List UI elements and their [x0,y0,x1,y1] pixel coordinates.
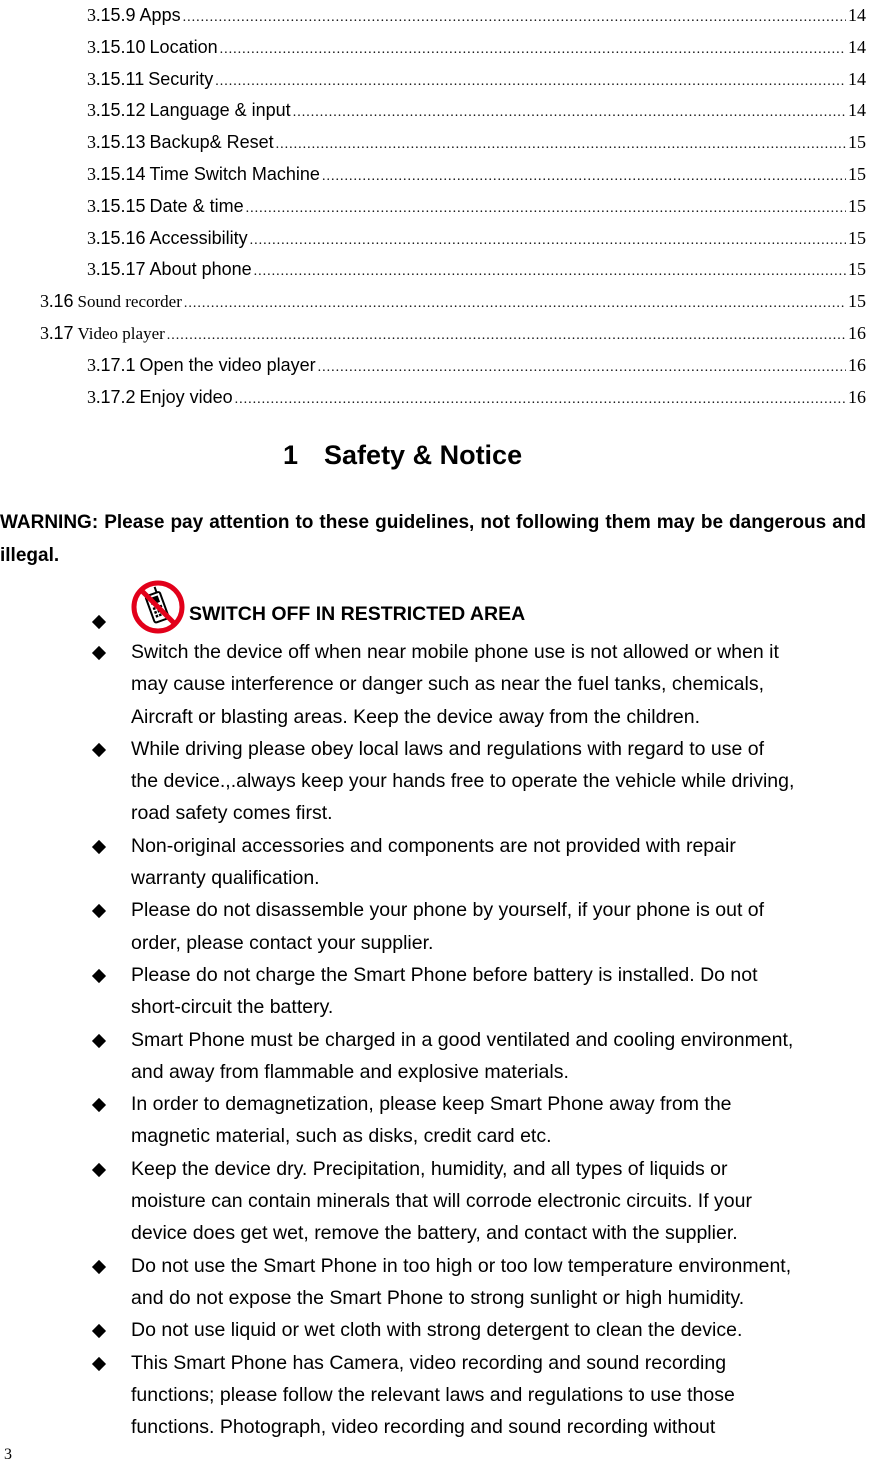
toc-dot-leader [184,288,846,319]
page-number: 3 [4,1446,12,1463]
toc-entry-number: 3.15.11 [87,68,145,89]
diamond-bullet-icon [92,1098,106,1112]
diamond-bullet-icon [92,904,106,918]
toc-entry[interactable] [87,32,866,63]
toc-entry-title: Enjoy video [139,386,233,407]
diamond-bullet-icon [92,1324,106,1338]
toc-entry-number: 3.17 [40,323,74,343]
toc-entry-title: Open the video player [139,354,316,375]
diamond-bullet-icon [92,615,106,629]
section-title: Safety & Notice [324,440,523,470]
warning-paragraph: WARNING: Please pay attention to these guidelines, not following them may be dangerous and illegal. [0,512,866,566]
toc-entry-title: Location [149,36,218,57]
toc-dot-leader [254,256,846,287]
toc-entry-title: Language & input [149,100,291,121]
bullet-text-line: Do not use the Smart Phone in too high or too low temperature environment, [131,1254,792,1277]
toc-entry-number: 3.15.13 [87,132,146,153]
toc-entry-number: 3.15.14 [87,164,146,184]
toc-entry-page: 14 [848,68,866,89]
bullet-text-line: functions; please follow the relevant laws and regulations to use those [131,1383,735,1406]
toc-entry-number: 3.17.1 [87,354,136,375]
section-number: 1 [283,440,299,470]
toc-entry[interactable] [87,159,866,190]
toc-entry-page: 15 [848,291,866,312]
bullet-text-line: Switch the device off when near mobile phone use is not allowed or when it [131,641,779,663]
toc-entry[interactable] [40,318,866,349]
toc-entry-title: Apps [139,5,181,25]
toc-dot-leader [322,161,846,192]
bullet-text-line: Aircraft or blasting areas. Keep the device away from the children. [131,705,701,728]
bullet-text-line: While driving please obey local laws and regulations with regard to use of [131,737,765,760]
toc-entry-page: 16 [848,386,866,407]
toc-entry[interactable] [87,223,866,254]
diamond-bullet-icon [92,1034,106,1048]
bullet-text-line: and away from flammable and explosive materials. [131,1060,569,1083]
toc-dot-leader [246,193,846,224]
toc-entry-number: 3.15.12 [87,100,146,121]
bullet-text-line: Please do not disassemble your phone by yourself, if your phone is out of [131,899,765,922]
toc-entry-title: Video player [77,324,165,343]
toc-entry-number: 3.15.17 [87,259,146,280]
bullet-text-line: short-circuit the battery. [131,996,334,1019]
bullet-text-line: In order to demagnetization, please keep Smart Phone away from the [131,1093,732,1116]
toc-entry-number: 3.15.16 [87,227,146,248]
toc-entry[interactable] [87,64,866,95]
toc-entry-page: 15 [848,164,866,184]
toc-entry[interactable] [40,286,866,317]
toc-entry[interactable] [87,127,866,158]
toc-entry-number: 3.17.2 [87,386,136,407]
toc-entry[interactable] [87,191,866,222]
toc-entry[interactable] [87,254,866,285]
toc-entry-number: 3.15.15 [87,195,146,216]
bullet-text-line: Smart Phone must be charged in a good ventilated and cooling environment, [131,1028,794,1051]
toc-entry-title: Time Switch Machine [149,164,320,184]
toc-entry-page: 14 [848,100,866,121]
toc-dot-leader [215,66,846,97]
bullet-text-line: Non-original accessories and components are not provided with repair [131,834,736,857]
toc-dot-leader [276,129,846,160]
toc-dot-leader [220,34,846,65]
bullet-text-line: the device.,.always keep your hands free to operate the vehicle while driving, [131,770,795,793]
toc-entry-title: Sound recorder [77,292,182,312]
bullet-text-line: Do not use liquid or wet cloth with strong detergent to clean the device. [131,1319,743,1342]
bullet-text-line: This Smart Phone has Camera, video recording and sound recording [131,1351,727,1374]
toc-entry[interactable] [87,350,866,381]
toc-entry-title: Date & time [149,195,244,216]
toc-entry-page: 15 [848,195,866,216]
diamond-bullet-icon [92,1357,106,1371]
bullet-text-line: functions. Photograph, video recording and sound recording without [131,1416,716,1439]
toc-entry-number: 3.16 [40,291,74,312]
toc-entry[interactable] [87,95,866,126]
toc-entry-title: Security [148,68,214,89]
bullet-text-line: device does get wet, remove the battery, and contact with the supplier. [131,1222,738,1245]
bullet-text-line: and do not expose the Smart Phone to strong sunlight or high humidity. [131,1286,745,1309]
bullet-text-line: road safety comes first. [131,802,333,825]
toc-dot-leader [250,225,846,256]
diamond-bullet-icon [92,646,106,660]
toc-entry-page: 15 [848,227,866,248]
toc-entry-page: 16 [848,323,866,343]
toc-entry[interactable] [87,382,866,413]
toc-entry-title: Accessibility [149,227,248,248]
toc-dot-leader [167,320,846,351]
bullet-text-line: warranty qualification. [131,867,320,890]
toc-entry-title: About phone [149,259,252,280]
toc-entry-title: Backup& Reset [149,132,274,153]
toc-dot-leader [183,2,846,33]
toc-entry-page: 15 [848,132,866,153]
bullet-text-line: may cause interference or danger such as near the fuel tanks, chemicals, [131,673,764,696]
toc-entry-number: 3.15.9 [87,5,136,25]
diamond-bullet-icon [92,969,106,983]
diamond-bullet-icon [92,840,106,854]
toc-dot-leader [235,384,846,415]
toc-dot-leader [293,97,846,128]
restricted-area-heading-text: SWITCH OFF IN RESTRICTED AREA [189,602,526,625]
toc-entry-page: 14 [848,36,866,57]
diamond-bullet-icon [92,1163,106,1177]
toc-entry-number: 3.15.10 [87,36,146,57]
bullet-text-line: Please do not charge the Smart Phone before battery is installed. Do not [131,964,758,986]
toc-entry[interactable] [87,0,866,31]
bullet-text-line: order, please contact your supplier. [131,931,434,954]
toc-dot-leader [318,352,846,383]
bullet-text-line: Keep the device dry. Precipitation, humidity, and all types of liquids or [131,1157,728,1180]
toc-entry-page: 16 [848,354,866,375]
bullet-text-line: magnetic material, such as disks, credit card etc. [131,1125,552,1148]
no-mobile-phone-icon [131,580,185,634]
toc-entry-page: 14 [848,5,866,25]
bullet-text-line: moisture can contain minerals that will corrode electronic circuits. If your [131,1190,752,1213]
section-heading [283,440,522,471]
diamond-bullet-icon [92,1260,106,1274]
toc-entry-page: 15 [848,259,866,280]
diamond-bullet-icon [92,743,106,757]
